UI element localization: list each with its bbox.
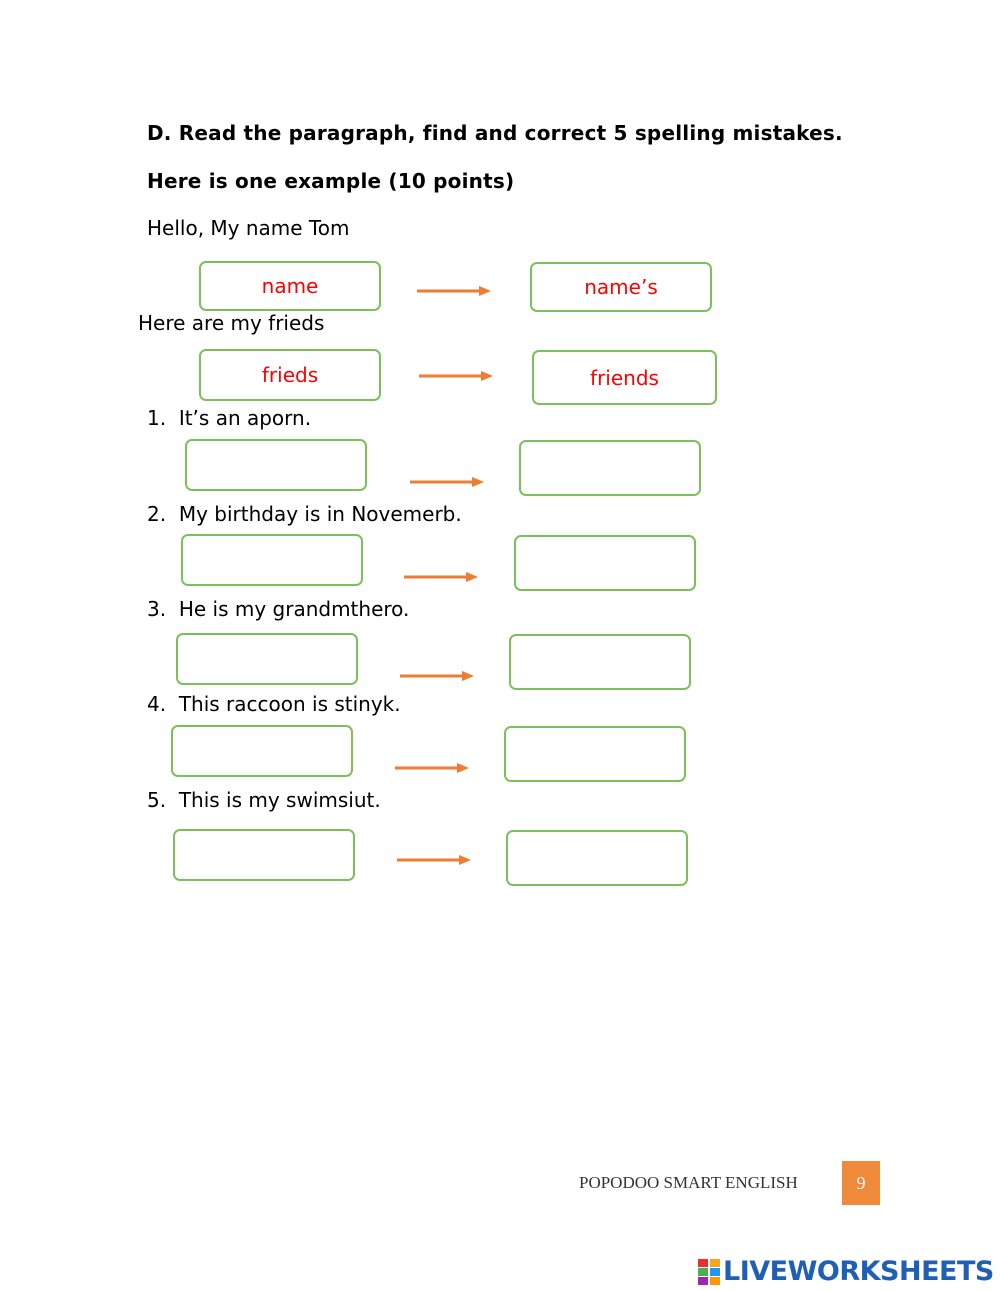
arrow-icon [397, 854, 471, 866]
liveworksheets-logo-icon [698, 1259, 720, 1285]
question-2 [147, 502, 462, 526]
example-correct-word-box [532, 350, 717, 405]
instruction-subheading: Here is one example (10 points) [147, 169, 515, 193]
example-sentence-1: Hello, My name Tom [147, 216, 350, 240]
question-number: 1. [147, 406, 167, 430]
question-number: 3. [147, 597, 167, 621]
question-4 [147, 692, 401, 716]
correction-input-5[interactable] [506, 830, 688, 886]
example-correct-word: name’s [584, 275, 658, 299]
correction-input-1[interactable] [519, 440, 701, 496]
example-wrong-word: frieds [261, 363, 319, 387]
example-wrong-word: name [261, 274, 319, 298]
example-wrong-word-box [199, 261, 381, 311]
arrow-icon [400, 670, 474, 682]
question-1 [147, 406, 311, 430]
question-5 [147, 788, 381, 812]
mistake-input-2[interactable] [181, 534, 363, 586]
question-sentence: This raccoon is stinyk. [178, 692, 401, 716]
mistake-input-3[interactable] [176, 633, 358, 685]
correction-input-3[interactable] [509, 634, 691, 690]
arrow-icon [417, 285, 491, 297]
arrow-icon [419, 370, 493, 382]
page-number: 9 [856, 1172, 866, 1193]
page-number-badge [842, 1161, 880, 1205]
liveworksheets-logo [698, 1256, 994, 1287]
mistake-input-4[interactable] [171, 725, 353, 777]
arrow-icon [395, 762, 469, 774]
mistake-input-5[interactable] [173, 829, 355, 881]
question-sentence: It’s an aporn. [178, 406, 312, 430]
example-sentence-2: Here are my frieds [138, 311, 325, 335]
example-wrong-word-box [199, 349, 381, 401]
publisher-name: POPODOO SMART ENGLISH [579, 1173, 798, 1192]
question-number: 4. [147, 692, 167, 716]
question-sentence: My birthday is in Novemerb. [178, 502, 462, 526]
question-number: 2. [147, 502, 167, 526]
question-number: 5. [147, 788, 167, 812]
arrow-icon [410, 476, 484, 488]
arrow-icon [404, 571, 478, 583]
correction-input-2[interactable] [514, 535, 696, 591]
question-3 [147, 597, 409, 621]
question-sentence: This is my swimsiut. [178, 788, 381, 812]
mistake-input-1[interactable] [185, 439, 367, 491]
example-correct-word: friends [590, 365, 659, 390]
example-correct-word-box [530, 262, 712, 312]
liveworksheets-logo-text: LIVEWORKSHEETS [723, 1256, 994, 1287]
instruction-heading: D. Read the paragraph, find and correct 5 spelling mistakes. [147, 121, 843, 145]
correction-input-4[interactable] [504, 726, 686, 782]
question-sentence: He is my grandmthero. [178, 597, 410, 621]
